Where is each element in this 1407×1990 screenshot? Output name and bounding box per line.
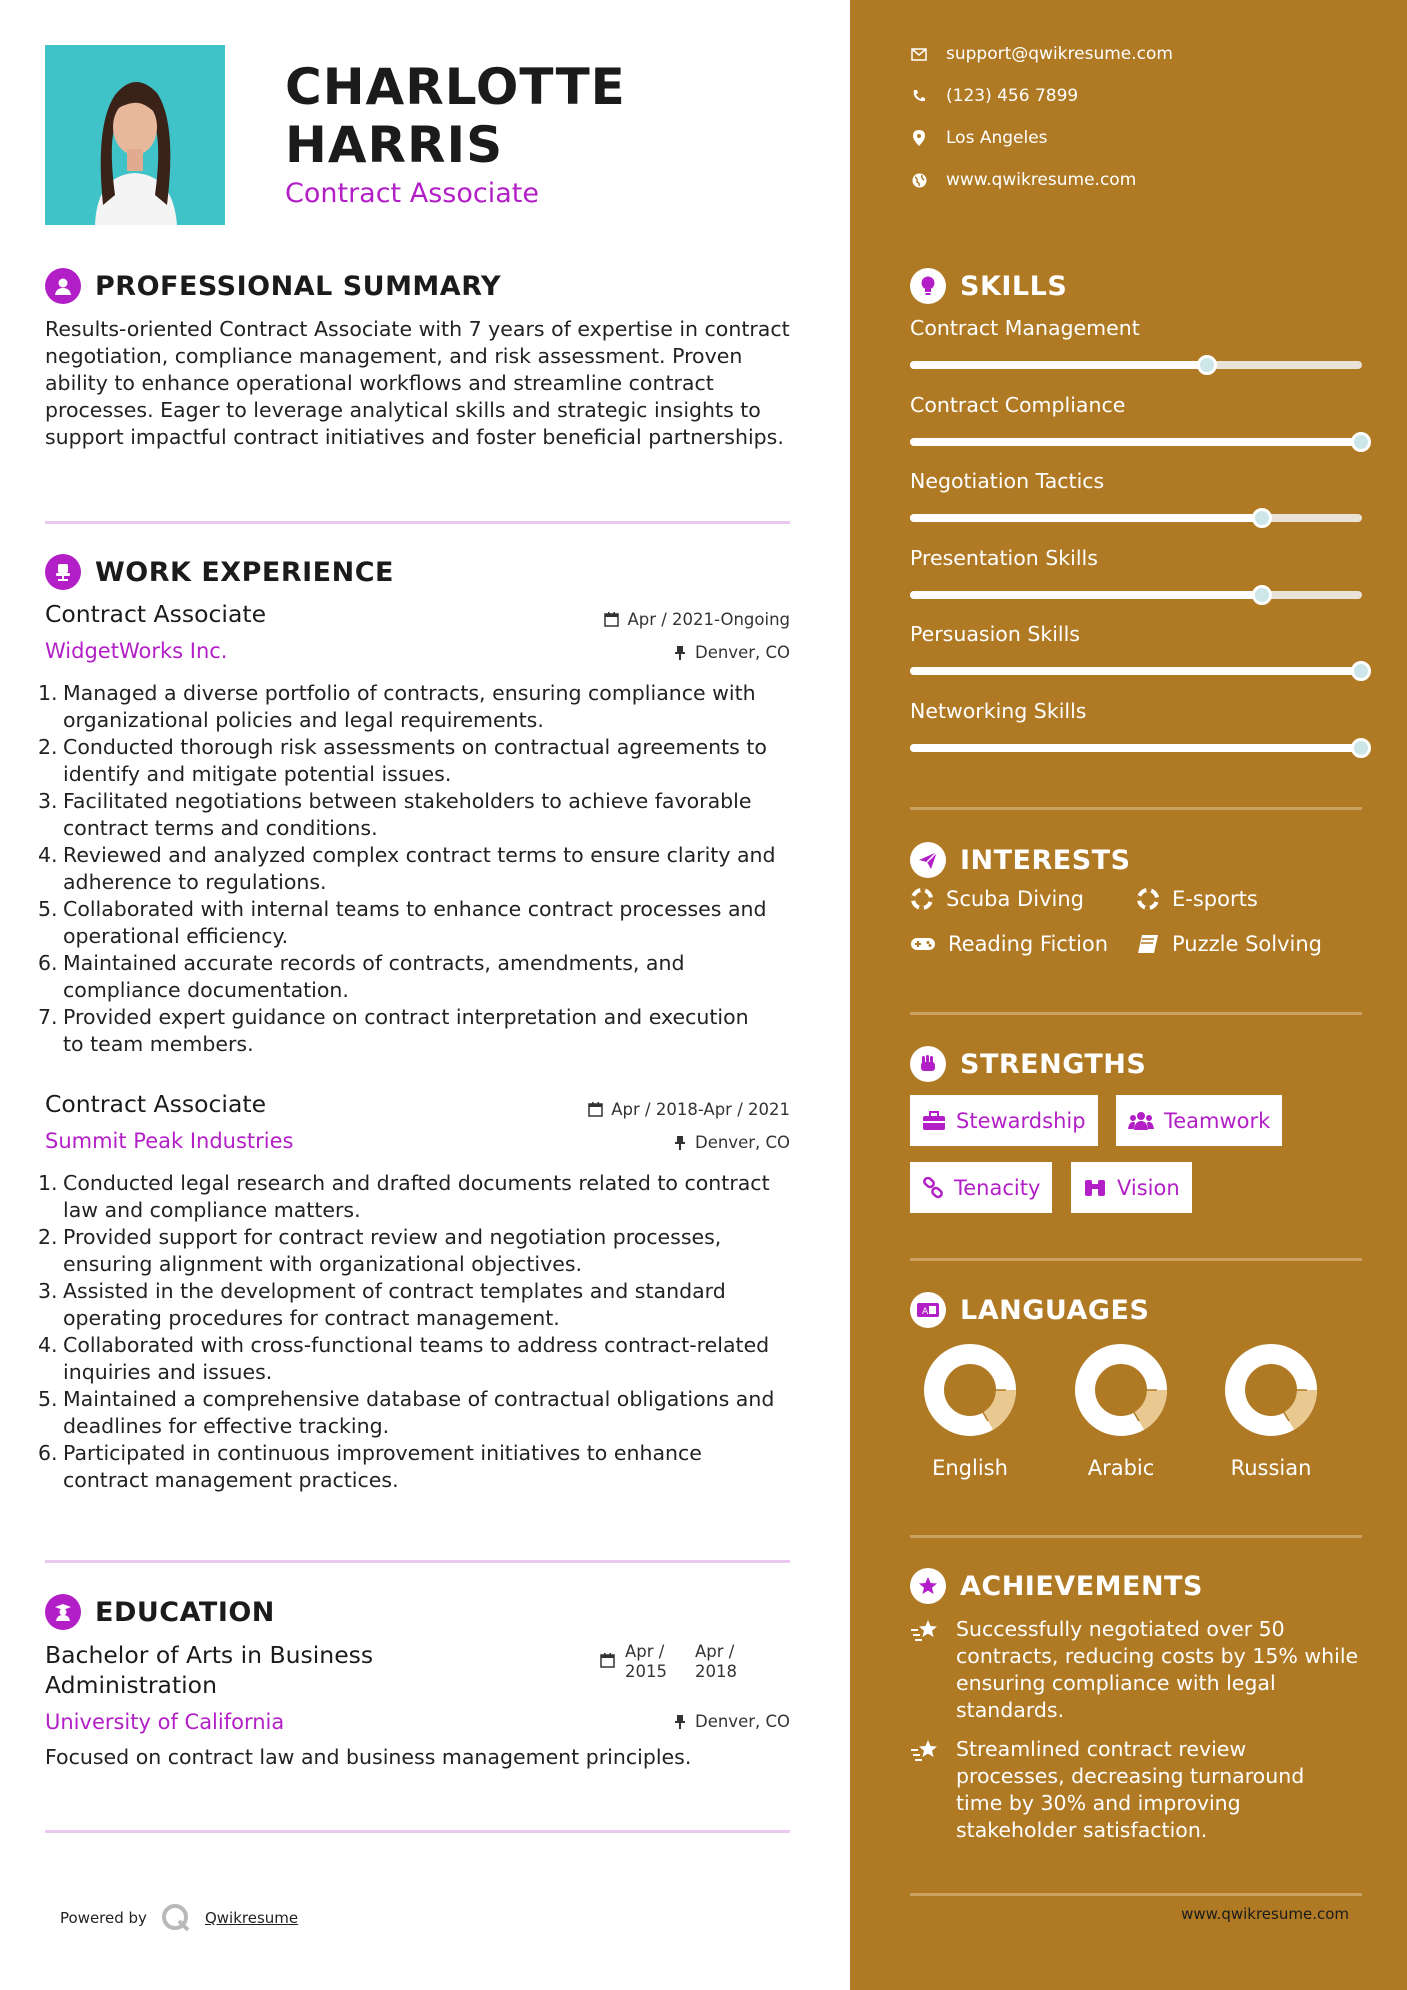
skill-bar-knob [1351,738,1371,758]
footer-site[interactable]: www.qwikresume.com [1181,1905,1349,1923]
language-donut [1074,1343,1168,1437]
list-item: 4. Collaborated with cross-functional teams to address contract-related inquiries and issues. [38,1333,770,1384]
skill-bar-fill [910,361,1208,369]
candidate-title: Contract Associate [285,178,539,209]
divider [45,1830,790,1833]
skill-bar-fill [910,744,1362,752]
gamepad-icon [910,935,936,953]
skill-bar-knob [1252,508,1272,528]
education-heading [45,1594,275,1630]
link-icon [922,1177,944,1199]
skill-bar-knob [1351,432,1371,452]
achievement-line: ensuring compliance with legal [956,1671,1276,1695]
start-year: 2015 [625,1662,667,1681]
strength-chip [1071,1162,1192,1213]
calendar-icon [588,1102,603,1117]
chair-icon [45,554,81,590]
end-month: Apr / [695,1642,735,1661]
list-item: 5. Collaborated with internal teams to enhance contract processes and operational efficiency. [38,897,767,948]
strength-chip [910,1095,1098,1146]
education-location-text: Denver, CO [694,1712,790,1731]
strengths-heading-text: STRENGTHS [960,1048,1147,1080]
strength-chip [910,1162,1052,1213]
divider [45,521,790,524]
qwikresume-link[interactable]: Qwikresume [204,1909,299,1927]
life-ring-icon [910,887,934,911]
achievements-heading [910,1568,1203,1604]
job-dates-text: Apr / 2018-Apr / 2021 [611,1100,790,1119]
map-marker-icon [910,129,928,147]
phone-icon [910,87,928,105]
strength-label: Vision [1117,1175,1180,1200]
language-label: Arabic [1087,1456,1155,1480]
skill-name: Contract Compliance [910,392,1126,417]
strength-label: Teamwork [1164,1108,1271,1133]
pin-icon [673,1135,687,1150]
interests-heading [910,842,1131,878]
achievement-line: Successfully negotiated over 50 [956,1617,1285,1641]
skill-name: Persuasion Skills [910,622,1080,646]
list-item: 2. Provided support for contract review and negotiation processes, ensuring alignment with organizational objectives. [38,1225,722,1276]
interest-item [1136,932,1322,956]
job-title: Contract Associate [45,1090,267,1118]
skill-bar [910,438,1362,446]
experience-heading [45,554,394,590]
languages-heading [910,1292,1149,1328]
list-item: 6. Maintained accurate records of contracts, amendments, and compliance documentation. [38,951,685,1002]
contact-phone-text: (123) 456 7899 [946,86,1079,106]
list-item: 1. Conducted legal research and drafted documents related to contract law and compliance matters. [38,1171,770,1222]
language-label: English [932,1456,1008,1480]
name-last: HARRIS [285,116,504,174]
summary-heading-text: PROFESSIONAL SUMMARY [95,270,502,302]
strength-label: Stewardship [956,1108,1086,1133]
book-icon [1136,933,1160,955]
list-item: 2. Conducted thorough risk assessments on contractual agreements to identify and mitigate potential issues. [38,735,767,786]
education-description: Focused on contract law and business management principles. [45,1745,692,1769]
language-donut [1224,1343,1318,1437]
interest-item [1136,887,1258,911]
job-dates [588,1100,790,1119]
shooting-star-icon [910,1736,944,1844]
briefcase-icon [922,1111,946,1131]
education-location [673,1712,790,1731]
contact-email[interactable] [910,44,1173,64]
envelope-icon [910,45,928,63]
skill-bar [910,514,1362,522]
paper-plane-icon [910,842,946,878]
divider [910,1012,1362,1015]
skill-bar-knob [1351,661,1371,681]
job-dates-text: Apr / 2021-Ongoing [627,610,790,629]
interest-item [910,932,1108,956]
end-year: 2018 [695,1662,737,1681]
divider [910,1893,1362,1896]
skill-name: Contract Management [910,316,1140,340]
fist-icon [910,1046,946,1082]
skill-name: Negotiation Tactics [910,469,1105,493]
skill-bar [910,591,1362,599]
job-bullets [38,1170,798,1494]
list-item: 5. Maintained a comprehensive database of contractual obligations and deadlines for effective tracking. [38,1387,775,1438]
divider [910,1535,1362,1538]
list-item: 6. Participated in continuous improvement initiatives to enhance contract management practices. [38,1441,702,1492]
education-dates [600,1642,737,1682]
strength-label: Tenacity [954,1175,1041,1200]
powered-by-text: Powered by [60,1909,147,1927]
job-location-text: Denver, CO [694,1133,790,1152]
job-bullets [38,680,798,1058]
achievement-line: standards. [956,1698,1065,1722]
divider [910,1258,1362,1261]
interest-item [910,887,1084,911]
user-icon [45,268,81,304]
job-location [673,1133,790,1152]
skill-bar [910,667,1362,675]
contact-website-text: www.qwikresume.com [946,170,1137,190]
achievements-heading-text: ACHIEVEMENTS [960,1570,1203,1602]
achievement-line: stakeholder satisfaction. [956,1818,1208,1842]
skill-bar-knob [1252,585,1272,605]
shooting-star-icon [910,1616,944,1724]
job-company: WidgetWorks Inc. [45,639,228,663]
calendar-icon [600,1653,615,1668]
binoculars-icon [1083,1178,1107,1198]
skill-name: Presentation Skills [910,545,1098,570]
job-company: Summit Peak Industries [45,1129,294,1153]
strength-chip [1116,1095,1282,1146]
divider [45,1560,790,1563]
users-icon [1128,1111,1154,1131]
interests-heading-text: INTERESTS [960,844,1131,876]
achievement-line: time by 30% and improving [956,1791,1241,1815]
interest-label: E-sports [1172,887,1258,911]
skill-bar [910,361,1362,369]
translate-icon [910,1292,946,1328]
lightbulb-icon [910,268,946,304]
contact-website[interactable] [910,170,1136,190]
list-item: 3. Assisted in the development of contract templates and standard operating procedures for contract management. [38,1279,726,1330]
job-location [673,643,790,662]
interest-label: Scuba Diving [946,887,1084,911]
achievement-line: contracts, reducing costs by 15% while [956,1644,1359,1668]
star-icon [910,1568,946,1604]
contact-location [910,128,1048,148]
divider [910,807,1362,810]
skill-bar-fill [910,667,1362,675]
globe-icon [910,171,928,189]
list-item: 4. Reviewed and analyzed complex contract terms to ensure clarity and adherence to regulations. [38,843,776,894]
pin-icon [673,1714,687,1729]
job-title: Contract Associate [45,600,267,628]
degree-line: Administration [45,1671,217,1699]
school: University of California [45,1710,285,1734]
experience-heading-text: WORK EXPERIENCE [95,556,394,588]
calendar-icon [604,612,619,627]
language-label: Russian [1230,1456,1312,1480]
interest-label: Puzzle Solving [1172,932,1322,956]
skill-bar [910,744,1362,752]
skill-bar-fill [910,591,1263,599]
list-item: 7. Provided expert guidance on contract interpretation and execution to team members. [38,1005,749,1056]
contact-location-text: Los Angeles [946,128,1048,148]
candidate-name [285,58,626,174]
profile-photo [45,45,225,225]
skill-name: Networking Skills [910,698,1087,723]
education-heading-text: EDUCATION [95,1596,275,1628]
qwikresume-logo-icon [161,1903,191,1933]
skill-bar-fill [910,438,1362,446]
list-item: 3. Facilitated negotiations between stakeholders to achieve favorable contract terms and conditions. [38,789,752,840]
contact-email-text: support@qwikresume.com [946,44,1173,64]
life-ring-icon [1136,887,1160,911]
list-item: 1. Managed a diverse portfolio of contracts, ensuring compliance with organizational policies and legal requirements. [38,681,756,732]
contact-phone[interactable] [910,86,1078,106]
language-item [1051,1343,1191,1480]
name-first: CHARLOTTE [285,58,626,116]
pin-icon [673,645,687,660]
language-donut [923,1343,1017,1437]
start-month: Apr / [625,1642,665,1661]
degree [45,1640,373,1700]
achievement-item [910,1616,1365,1724]
interest-label: Reading Fiction [948,932,1109,956]
summary-text: Results-oriented Contract Associate with 7 years of expertise in contract negotiation, compliance management, and risk assessment. Proven ability to enhance operational workflows and streamline contract processes. Eager to leverage analytical skills and strategic insights to support impactful contract initiatives and foster beneficial partnerships. [45,317,790,449]
graduate-icon [45,1594,81,1630]
skills-heading [910,268,1067,304]
summary-heading [45,268,501,304]
achievement-item [910,1736,1365,1844]
achievement-line: processes, decreasing turnaround [956,1764,1305,1788]
languages-heading-text: LANGUAGES [960,1294,1150,1326]
achievement-line: Streamlined contract review [956,1737,1247,1761]
strengths-heading [910,1046,1146,1082]
skill-bar-fill [910,514,1263,522]
svg-text:A: A [922,1307,929,1317]
job-dates [604,610,790,629]
degree-line: Bachelor of Arts in Business [45,1641,374,1669]
language-item [1201,1343,1341,1480]
job-location-text: Denver, CO [694,643,790,662]
skills-heading-text: SKILLS [960,270,1068,302]
powered-by [60,1903,298,1933]
language-item [900,1343,1040,1480]
